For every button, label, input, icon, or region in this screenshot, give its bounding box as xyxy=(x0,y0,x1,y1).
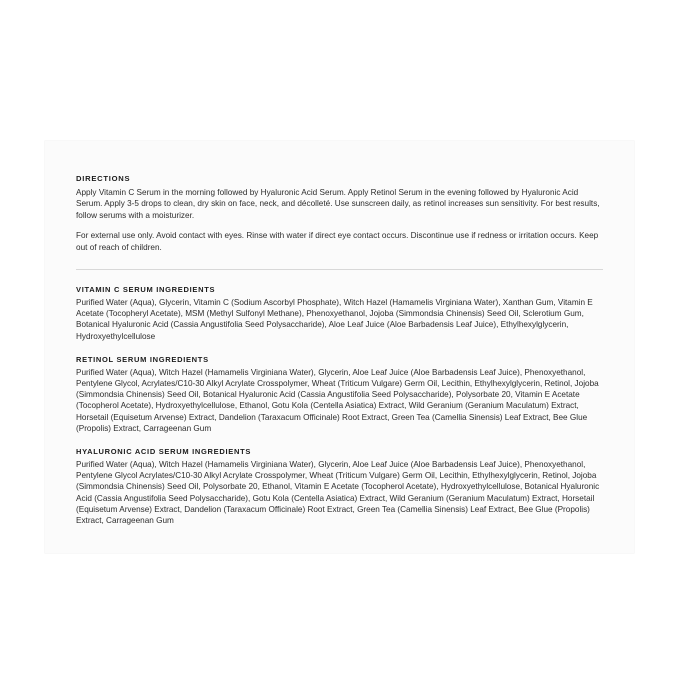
label-card xyxy=(45,141,634,553)
ingredient-block-vitamin-c xyxy=(76,285,603,342)
directions-paragraph-2: For external use only. Avoid contact with eyes. Rinse with water if direct eye contact occurs. Discontinue use if redness or irritation occurs. Keep out of reach of children. xyxy=(76,231,599,252)
vitamin-c-ingredients-text: Purified Water (Aqua), Glycerin, Vitamin C (Sodium Ascorbyl Phosphate), Witch Hazel (Hamamelis Virginiana Water), Xanthan Gum, Vitamin E Acetate (Tocopheryl Acetate), MSM (Methyl Sulfonyl Methane), Phenoxyethanol, Jojoba (Simmondsia Chinensis) Seed Oil, Sclerotium Gum, Botanical Hyaluronic Acid (Cassia Angustifolia Seed Polysaccharide), Aloe Leaf Juice (Aloe Barbadensis Leaf Juice), Ethylhexylglycerin, Hydroxyethylcellulose xyxy=(76,298,593,341)
hyaluronic-acid-ingredients-text: Purified Water (Aqua), Witch Hazel (Hamamelis Virginiana Water), Glycerin, Aloe Leaf Juice (Aloe Barbadensis Leaf Juice), Phenoxyethanol, Pentylene Glycol Acrylates/C10-30 Alkyl Acrylate Crosspolymer, Wheat (Triticum Vulgare) Germ Oil, Lecithin, Ethylhexylglycerin, Retinol, Jojoba (Simmondsia Chinensis) Seed Oil, Polysorbate 20, Ethanol, Vitamin E Acetate (Tocopherol Acetate), Hydroxyethylcellulose, Botanical Hyaluronic Acid (Cassia Angustifolia Seed Polysaccharide), Gotu Kola (Centella Asiatica) Extract, Wild Geranium (Geranium Maculatum) Extract, Horsetail (Equisetum Arvense) Extract, Dandelion (Taraxacum Officinale) Root Extract, Green Tea (Camellia Sinensis) Leaf Extract, Bee Glue (Propolis) Extract, Carrageenan Gum xyxy=(76,460,600,526)
directions-section xyxy=(76,174,603,253)
section-divider xyxy=(76,269,603,270)
hyaluronic-acid-heading: HYALURONIC ACID SERUM INGREDIENTS xyxy=(76,447,252,457)
vitamin-c-heading: VITAMIN C SERUM INGREDIENTS xyxy=(76,285,216,295)
ingredients-section xyxy=(76,285,603,526)
retinol-ingredients-text: Purified Water (Aqua), Witch Hazel (Hamamelis Virginiana Water), Glycerin, Aloe Leaf Juice (Aloe Barbadensis Leaf Juice), Phenoxyethanol, Pentylene Glycol, Acrylates/C10-30 Alkyl Acrylate Crosspolymer, Wheat (Triticum Vulgare) Germ Oil, Lecithin, Ethylhexylglycerin, Retinol, Jojoba (Simmondsia Chinensis) Seed Oil, Botanical Hyaluronic Acid (Cassia Angustifolia Seed Polysaccharide), Polysorbate 20, Vitamin E Acetate (Tocopherol Acetate), Hydroxyethylcellulose, Ethanol, Gotu Kola (Centella Asiatica) Extract, Wild Geranium (Geranium Maculatum) Extract, Horsetail (Equisetum Arvense) Extract, Dandelion (Taraxacum Officinale) Root Extract, Green Tea (Camellia Sinensis) Leaf Extract, Bee Glue (Propolis) Extract, Carrageenan Gum xyxy=(76,367,599,433)
label-content xyxy=(76,174,603,526)
ingredient-block-retinol xyxy=(76,355,603,434)
directions-paragraph-1: Apply Vitamin C Serum in the morning followed by Hyaluronic Acid Serum. Apply Retinol Serum in the evening followed by Hyaluronic Acid Serum. Apply 3-5 drops to clean, dry skin on face, neck, and décolleté. Use sunscreen daily, as retinol increases sun sensitivity. For best results, follow serums with a moisturizer. xyxy=(76,188,600,220)
ingredient-block-hyaluronic-acid xyxy=(76,447,603,526)
directions-heading: DIRECTIONS xyxy=(76,174,131,183)
retinol-heading: RETINOL SERUM INGREDIENTS xyxy=(76,354,209,364)
paragraph-spacer xyxy=(76,221,603,230)
